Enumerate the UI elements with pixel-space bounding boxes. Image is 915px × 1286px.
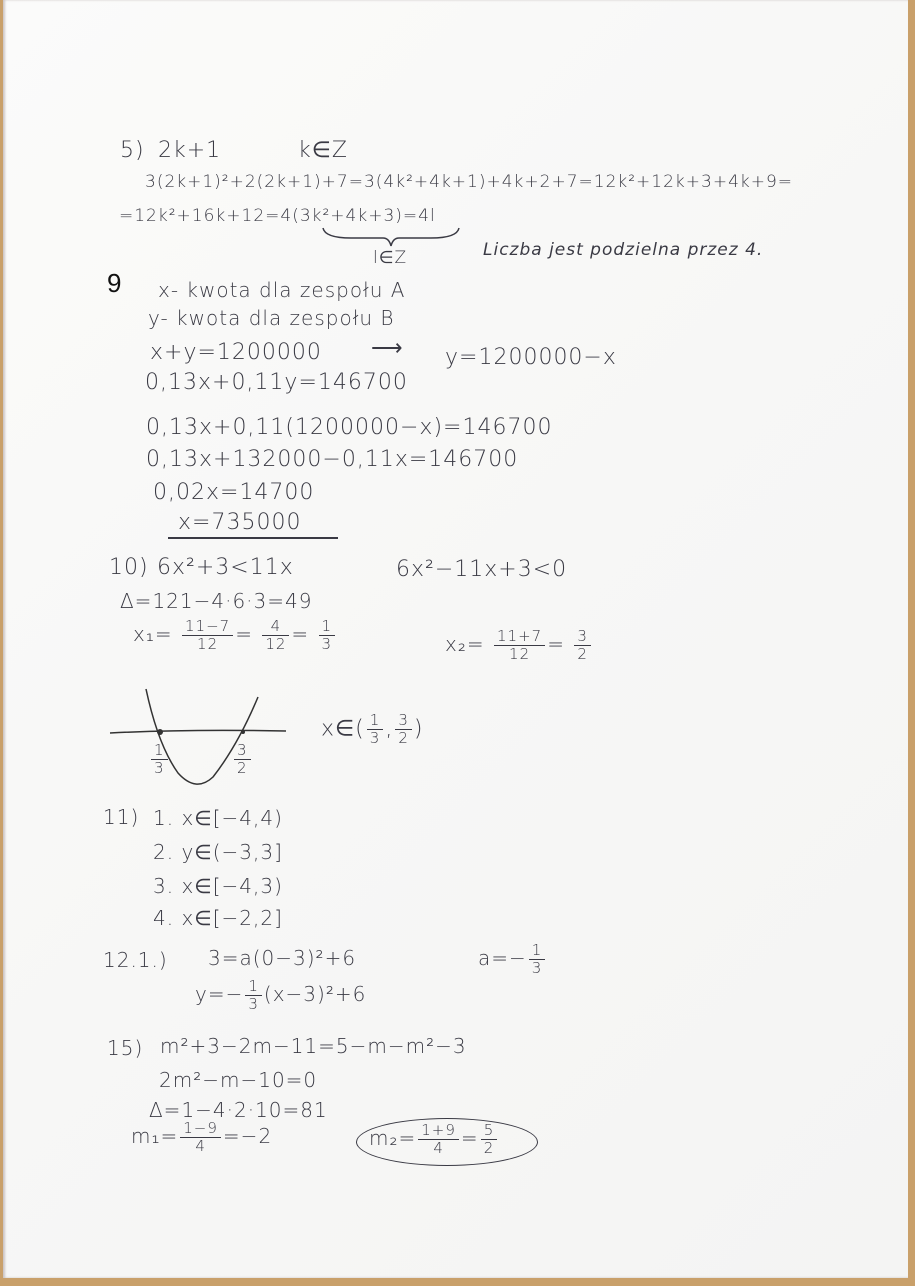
task5-expression: 2k+1 [158,138,222,163]
task12-eq: 3=a(0−3)²+6 [208,946,357,970]
task9-label: 9 [107,268,122,298]
task10-solution: x∈( $\frac{1}{3}$ , $\frac{3}{2}$ ) [321,711,424,747]
curly-brace [321,226,461,248]
task12-a: a=− $\frac{1}{3}$ [478,942,547,977]
brace-label: l∈Z [373,248,408,268]
result-underline [168,537,338,539]
task5-domain: k∈Z [298,138,348,163]
x2-prefix: x₂= [445,632,485,656]
task5-line2: 3(2k+1)²+2(2k+1)+7=3(4k²+4k+1)+4k+2+7=12k²+12k+3+4k+9= [145,172,794,192]
task15-m2: m₂= $\frac{1+9}{4}$ = $\frac{5}{2}$ [369,1122,499,1157]
task10-x2: x₂= $\frac{11+7}{12}$ = $\frac{3}{2}$ [445,628,593,663]
task9-step3: 0,02x=14700 [153,480,315,505]
task11-item-2: 2. y∈(−3,3] [153,840,283,864]
task9-eq1-solved: y=1200000−x [445,345,617,370]
task9-eq2: 0,13x+0,11y=146700 [145,370,408,395]
task10-rearranged: 6x²−11x+3<0 [396,557,568,582]
task15-label: 15) [107,1036,144,1060]
task11-item-3: 3. x∈[−4,3) [153,874,283,898]
task15-m1: m₁= $\frac{1-9}{4}$ =−2 [131,1119,273,1155]
task10-inequality: 6x²+3<11x [157,555,294,580]
x1-fraction: $\frac{11-7}{12}$ [182,618,233,653]
task10-label: 10) [109,555,149,580]
task12-y: y=− $\frac{1}{3}$ (x−3)²+6 [195,977,367,1013]
x1-mid-fraction: $\frac{4}{12}$ [262,618,289,653]
x2-result-fraction: $\frac{3}{2}$ [574,628,591,663]
task10-delta: Δ=121−4·6·3=49 [120,589,313,613]
task9-eq1: x+y=1200000 [150,340,322,365]
graph-left-root: $\frac{1}{3}$ [149,742,170,777]
task11-label: 11) [103,805,140,829]
task12-label: 12.1.) [103,948,168,972]
task10-x1: x₁= $\frac{11-7}{12}$ = $\frac{4}{12}$ = $\frac{1}{3}$ [133,618,337,653]
arrow-icon: ⟶ [371,336,404,361]
parabola-sketch [108,685,298,790]
x2-fraction: $\frac{11+7}{12}$ [494,628,545,663]
task15-delta: Δ=1−4·2·10=81 [149,1098,328,1122]
x1-result-fraction: $\frac{1}{3}$ [319,618,336,653]
task15-quadratic: 2m²−m−10=0 [159,1068,318,1092]
task9-step2: 0,13x+132000−0,11x=146700 [146,447,519,472]
task9-step1: 0,13x+0,11(1200000−x)=146700 [146,415,553,440]
graph-right-root: $\frac{3}{2}$ [232,742,253,777]
task11-item-1: 1. x∈[−4,4) [153,806,283,830]
x1-prefix: x₁= [133,622,173,646]
task15-eq: m²+3−2m−11=5−m−m²−3 [160,1034,467,1058]
task5-line3: =12k²+16k+12=4(3k²+4k+3)=4l [119,206,436,226]
paper-sheet [3,0,908,1278]
task9-def-y: y- kwota dla zespołu B [148,306,395,330]
task5-label: 5) [120,138,145,163]
task9-result: x=735000 [178,510,302,535]
task5-conclusion: Liczba jest podzielna przez 4. [483,240,764,260]
task11-item-4: 4. x∈[−2,2] [153,906,283,930]
task9-def-x: x- kwota dla zespołu A [158,278,406,302]
